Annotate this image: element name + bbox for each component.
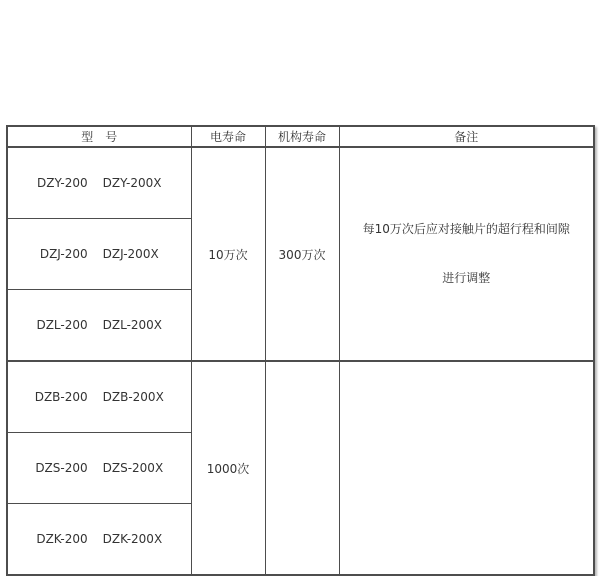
model-name: DZJ-200: [39, 247, 88, 261]
header-remarks: 备注: [339, 126, 594, 147]
electrical-life-cell: 1000次: [191, 361, 265, 575]
electrical-life-cell: 10万次: [191, 147, 265, 361]
model-cell: [7, 219, 191, 290]
model-pair: [8, 247, 191, 261]
mechanism-life-cell: [265, 361, 339, 575]
spec-table: [6, 125, 595, 576]
model-pair: [8, 390, 191, 404]
model-name: DZL-200: [36, 318, 88, 332]
model-cell: [7, 504, 191, 576]
header-model: 型 号: [7, 126, 191, 147]
model-name-x: DZY-200X: [102, 176, 162, 190]
remarks-cell: [339, 361, 594, 575]
model-pair: [8, 318, 191, 332]
model-cell: [7, 290, 191, 362]
model-name-x: DZB-200X: [102, 390, 164, 404]
model-cell: [7, 361, 191, 433]
model-pair: [8, 176, 191, 190]
model-cell: [7, 147, 191, 219]
model-name-x: DZL-200X: [102, 318, 163, 332]
model-name: DZB-200: [34, 390, 88, 404]
model-name: DZK-200: [36, 532, 88, 546]
mechanism-life-cell: 300万次: [265, 147, 339, 361]
remarks-cell: [339, 147, 594, 361]
model-pair: [8, 532, 191, 546]
remark-line-2: 进行调整: [442, 271, 491, 285]
header-mechanism-life: 机构寿命: [265, 126, 339, 147]
remark-line-1: 每10万次后应对接触片的超行程和间隙: [362, 222, 570, 236]
table-row: [7, 147, 594, 219]
header-electrical-life: 电寿命: [191, 126, 265, 147]
header-row: [7, 126, 594, 147]
model-cell: [7, 433, 191, 504]
model-name-x: DZS-200X: [102, 461, 164, 475]
model-name: DZY-200: [37, 176, 88, 190]
table-row: [7, 361, 594, 433]
model-name: DZS-200: [35, 461, 88, 475]
model-name-x: DZK-200X: [102, 532, 163, 546]
model-pair: [8, 461, 191, 475]
model-name-x: DZJ-200X: [102, 247, 159, 261]
